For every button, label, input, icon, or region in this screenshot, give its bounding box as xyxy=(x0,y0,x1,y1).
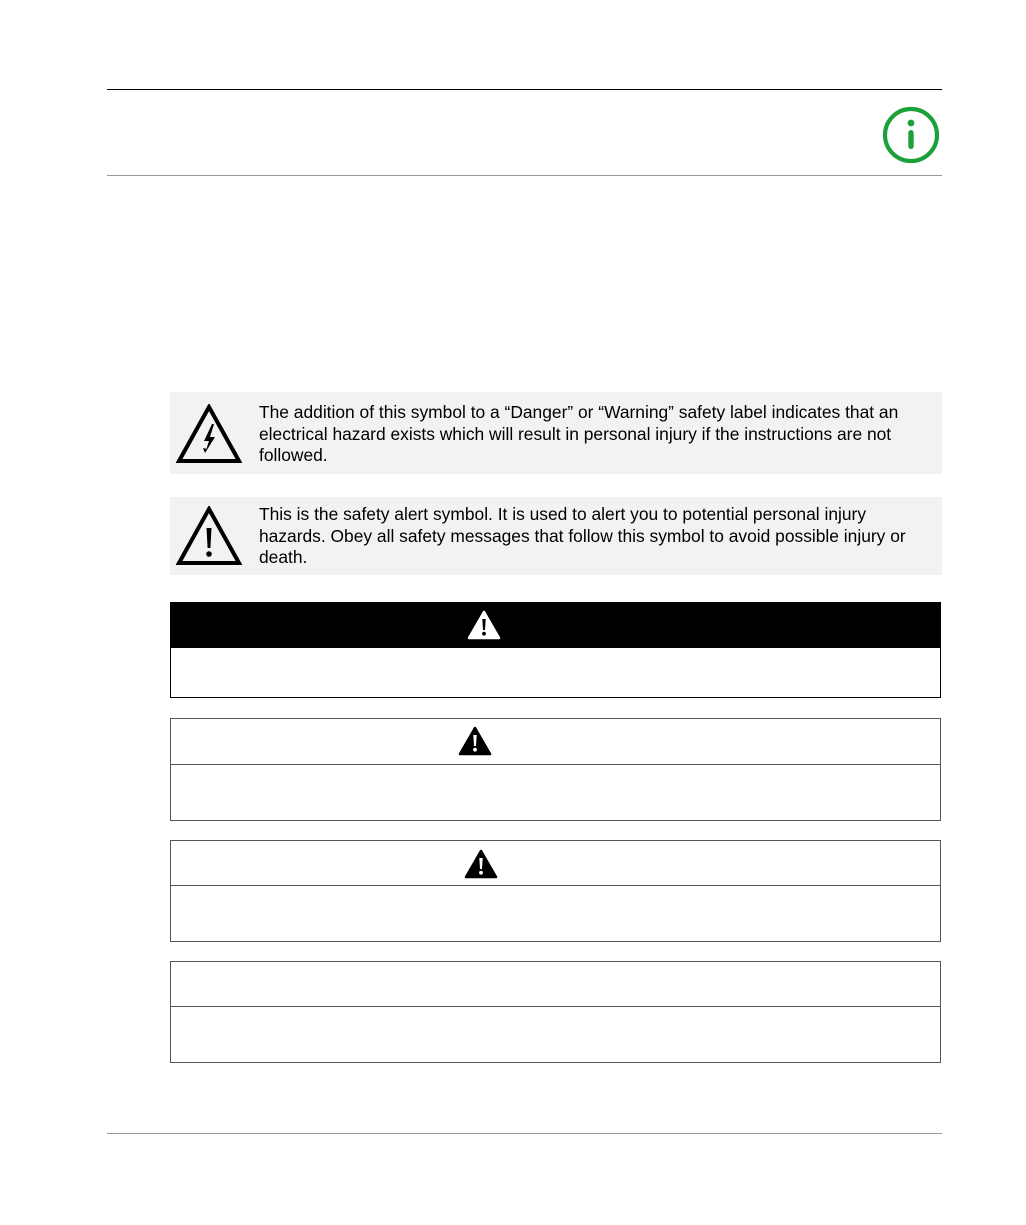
alert-triangle-icon xyxy=(458,726,492,756)
alert-triangle-icon xyxy=(467,610,501,640)
danger-message-box xyxy=(170,602,941,698)
notice-message-box xyxy=(170,961,941,1063)
warning-message-box xyxy=(170,718,941,821)
safety-alert-description: This is the safety alert symbol. It is used to alert you to potential personal injury hazards. Obey all safety messages that follow this symbol to avoid possible injury or death. xyxy=(259,504,906,567)
notice-header xyxy=(171,962,940,1007)
caution-message-box xyxy=(170,840,941,942)
electrical-hazard-description: The addition of this symbol to a “Danger” or “Warning” safety label indicates that an electrical hazard exists which will result in personal injury if the instructions are not followed. xyxy=(259,402,899,465)
footer-rule xyxy=(107,1133,942,1134)
warning-header xyxy=(171,719,940,765)
safety-alert-icon xyxy=(176,506,242,566)
electrical-hazard-row xyxy=(170,392,942,474)
danger-header xyxy=(171,603,940,648)
info-icon xyxy=(882,106,940,164)
caution-header xyxy=(171,841,940,886)
header-rule xyxy=(107,175,942,176)
safety-alert-row xyxy=(170,497,942,575)
alert-triangle-icon xyxy=(464,849,498,879)
top-rule xyxy=(107,89,942,90)
electrical-hazard-icon xyxy=(176,404,242,464)
